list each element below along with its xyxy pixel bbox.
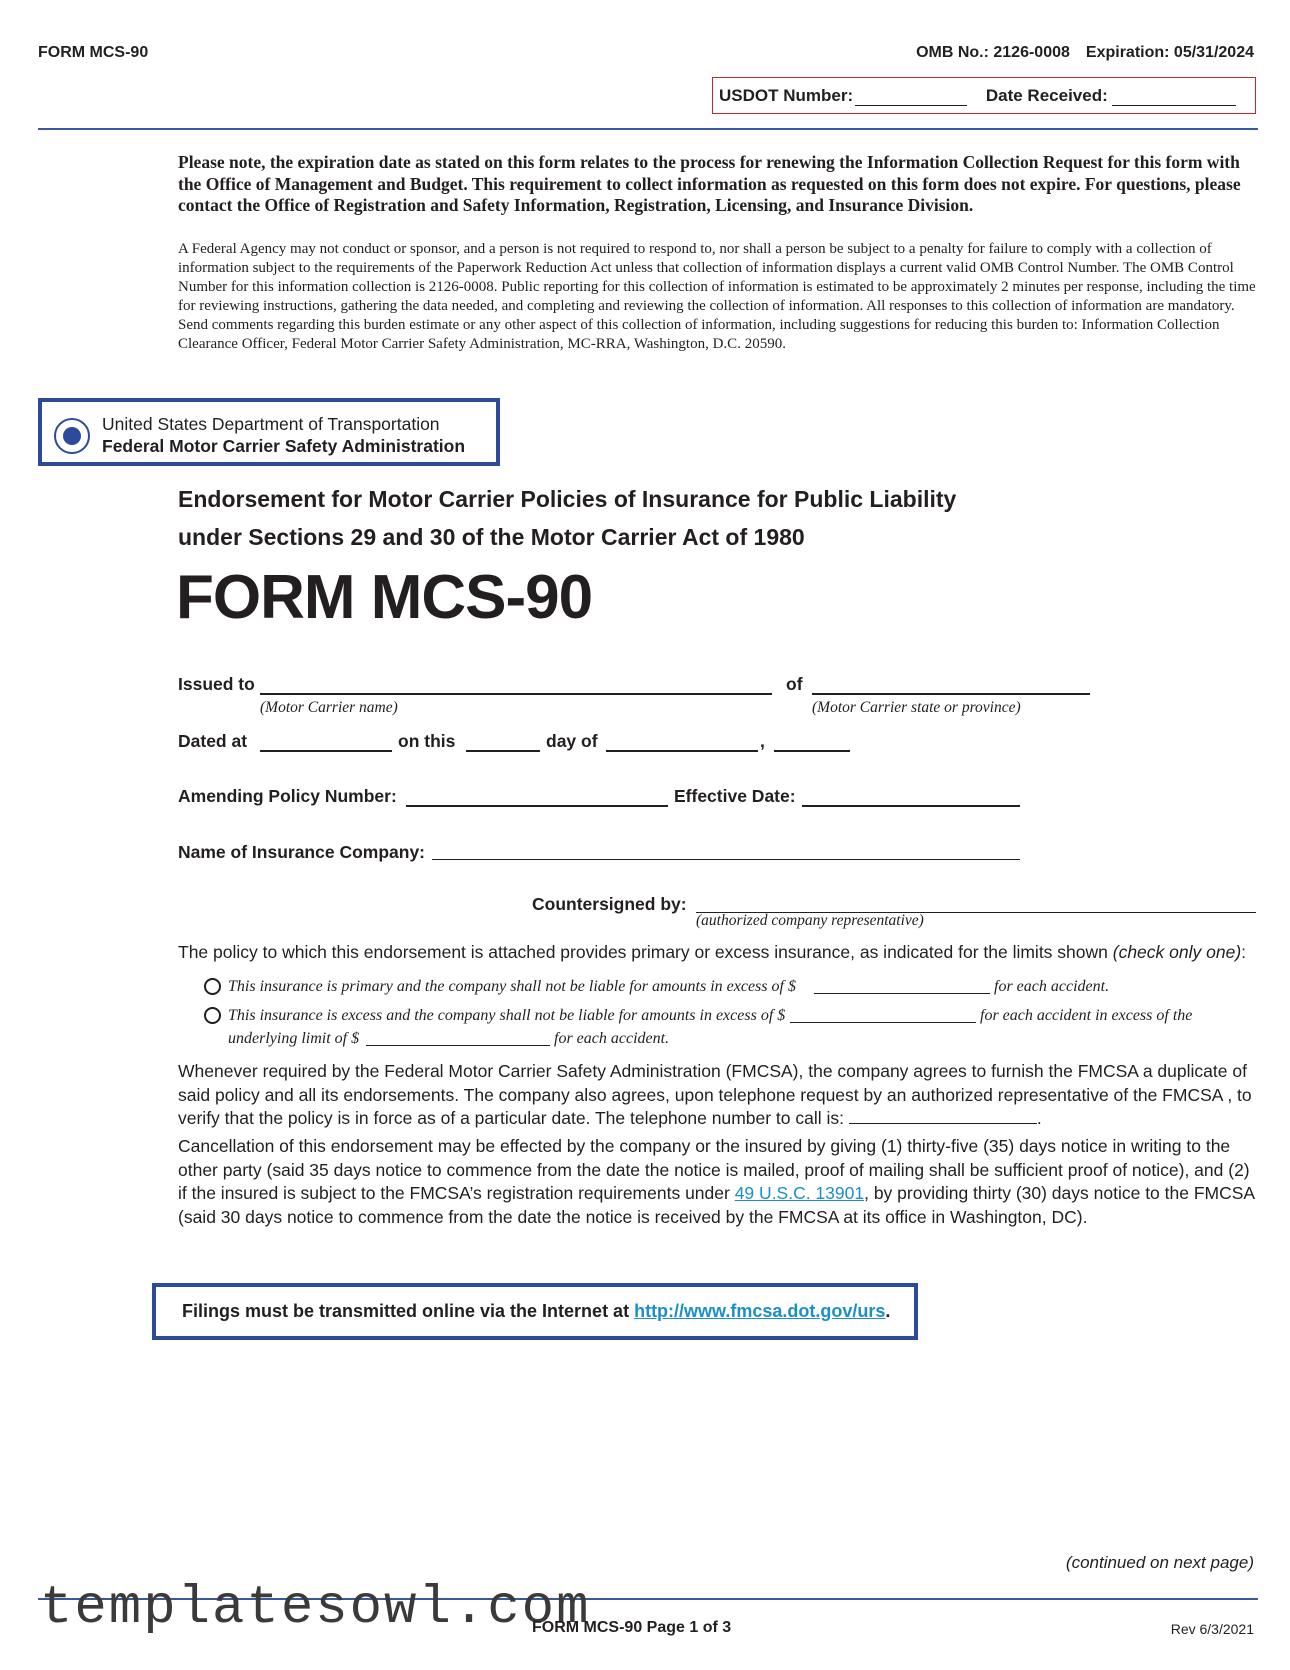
filing-period: .	[885, 1301, 891, 1321]
filing-text: Filings must be transmitted online via the Internet at	[182, 1301, 635, 1321]
date-comma: ,	[760, 731, 765, 751]
expiration-date: Expiration: 05/31/2024	[1085, 44, 1254, 61]
date-received-label: Date Received:	[985, 86, 1108, 105]
primary-option-text-b: for each accident.	[994, 978, 1110, 995]
month-field[interactable]	[606, 750, 758, 752]
title-line-2: under Sections 29 and 30 of the Motor Carrier Act of 1980	[178, 524, 805, 550]
primary-radio[interactable]	[204, 978, 221, 995]
insurance-company-field[interactable]	[432, 859, 1020, 860]
excess-amount-field[interactable]	[790, 1022, 976, 1023]
omb-info	[916, 44, 1254, 62]
policy-number-field[interactable]	[406, 805, 668, 807]
effective-date-field[interactable]	[802, 805, 1020, 807]
countersigned-label: Countersigned by:	[532, 894, 687, 914]
agency-banner	[38, 398, 500, 466]
limits-intro-text: The policy to which this endorsement is attached provides primary or excess insurance, as indicated for the limits shown	[178, 942, 1113, 962]
telephone-field[interactable]	[849, 1110, 1037, 1124]
underlying-limit-field[interactable]	[366, 1045, 550, 1046]
insurance-company-label: Name of Insurance Company:	[178, 842, 425, 862]
issued-to-label: Issued to	[178, 674, 255, 694]
header-divider	[38, 128, 1258, 130]
on-this-label: on this	[398, 731, 456, 751]
filing-instructions-box	[152, 1283, 918, 1340]
cancellation-text-a: Cancellation of this endorsement may be effected by the company or the insured by giving (1) thirty-five (35) days notice in writing to the other party (said 35 days notice to commence from the date the notice is mailed, proof of mailing shall be sufficient proof of notice), and (2) if the insured is subject to the FMCSA’s registration requirements under	[178, 1136, 1250, 1203]
dot-seal-icon	[54, 418, 90, 454]
agency-department: United States Department of Transportation	[102, 414, 440, 434]
office-use-box	[712, 77, 1256, 114]
omb-number: OMB No.: 2126-0008	[916, 44, 1070, 61]
furnish-text: Whenever required by the Federal Motor Carrier Safety Administration (FMCSA), the company agrees to furnish the FMCSA a duplicate of said policy and all its endorsements. The company also agrees, upon telephone request by an authorized representative of the FMCSA , to verify that the policy is in force as of a particular date. The telephone number to call is:	[178, 1061, 1252, 1128]
date-received-field[interactable]	[1112, 90, 1236, 106]
cancellation-text-b: , by providing thirty (30) days notice to the FMCSA (said 30 days notice to commence from the date the notice is received by the FMCSA at its office in Washington, DC).	[178, 1183, 1255, 1227]
usdot-field[interactable]	[855, 90, 967, 106]
limits-intro-colon: :	[1241, 942, 1247, 962]
dated-at-field[interactable]	[260, 750, 392, 752]
excess-option-text-a: This insurance is excess and the company shall not be liable for amounts in excess of $	[228, 1007, 786, 1024]
limits-intro	[178, 941, 1260, 965]
cancellation-paragraph	[178, 1135, 1260, 1229]
check-only-one: (check only one)	[1112, 942, 1242, 962]
carrier-state-caption: (Motor Carrier state or province)	[812, 699, 1021, 716]
primary-option-text-a: This insurance is primary and the company shall not be liable for amounts in excess of $	[228, 978, 796, 995]
excess-option-text-d: for each accident.	[554, 1030, 670, 1047]
expiration-notice: Please note, the expiration date as stated on this form relates to the process for renewing the Information Collection Request for this form with the Office of Management and Budget. This requirement to collect information as requested on this form does not expire. For questions, please contact the Office of Registration and Safety Information, Registration, Licensing, and Insurance Division.	[178, 152, 1241, 215]
usc-13901-link[interactable]: 49 U.S.C. 13901	[734, 1183, 865, 1203]
day-field[interactable]	[466, 750, 540, 752]
carrier-name-field[interactable]	[260, 693, 772, 695]
fmcsa-urs-link[interactable]: http://www.fmcsa.dot.gov/urs	[634, 1301, 886, 1321]
dated-at-label: Dated at	[178, 731, 248, 751]
excess-option-text-c: underlying limit of $	[228, 1030, 360, 1047]
year-field[interactable]	[774, 750, 850, 752]
excess-option-text-b: for each accident in excess of the	[980, 1007, 1193, 1024]
title-line-1: Endorsement for Motor Carrier Policies of Insurance for Public Liability	[178, 486, 957, 512]
countersigned-caption: (authorized company representative)	[696, 912, 924, 929]
page-number: FORM MCS-90 Page 1 of 3	[532, 1619, 732, 1636]
primary-amount-field[interactable]	[814, 993, 990, 994]
carrier-name-caption: (Motor Carrier name)	[260, 699, 398, 716]
excess-radio[interactable]	[204, 1007, 221, 1024]
form-label: FORM MCS-90	[38, 44, 149, 61]
form-title: FORM MCS-90	[176, 563, 593, 632]
day-of-label: day of	[546, 731, 598, 751]
agency-administration: Federal Motor Carrier Safety Administration	[102, 436, 466, 456]
carrier-state-field[interactable]	[812, 693, 1090, 695]
continued-note: (continued on next page)	[1065, 1553, 1254, 1572]
watermark: templatesowl.com	[40, 1578, 591, 1639]
furnish-paragraph: Whenever required by the Federal Motor Carrier Safety Administration (FMCSA), the company agrees to furnish the FMCSA a duplicate of said policy and all its endorsements. The company also agrees, upon telephone request by an authorized representative of the FMCSA , to verify that the policy is in force as of a particular date. The telephone number to call is: .	[178, 1061, 1252, 1128]
amending-policy-label: Amending Policy Number:	[178, 786, 397, 806]
revision-date: Rev 6/3/2021	[1170, 1621, 1254, 1637]
of-label: of	[786, 674, 803, 694]
usdot-label: USDOT Number:	[719, 86, 854, 105]
effective-date-label: Effective Date:	[674, 786, 796, 806]
paperwork-burden-statement: A Federal Agency may not conduct or sponsor, and a person is not required to respond to, nor shall a person be subject to a penalty for failure to comply with a collection of information subject to the requirements of the Paperwork Reduction Act unless that collection of information displays a current valid OMB Control Number. The OMB Control Number for this information collection is 2126-0008. Public reporting for this collection of information is estimated to be approximately 2 minutes per response, including the time for reviewing instructions, gathering the data needed, and completing and reviewing the collection of information. All responses to this collection of information are mandatory. Send comments regarding this burden estimate or any other aspect of this collection of information, including suggestions for reducing this burden to: Information Collection Clearance Officer, Federal Motor Carrier Safety Administration, MC-RRA, Washington, D.C. 20590.	[178, 241, 1256, 352]
